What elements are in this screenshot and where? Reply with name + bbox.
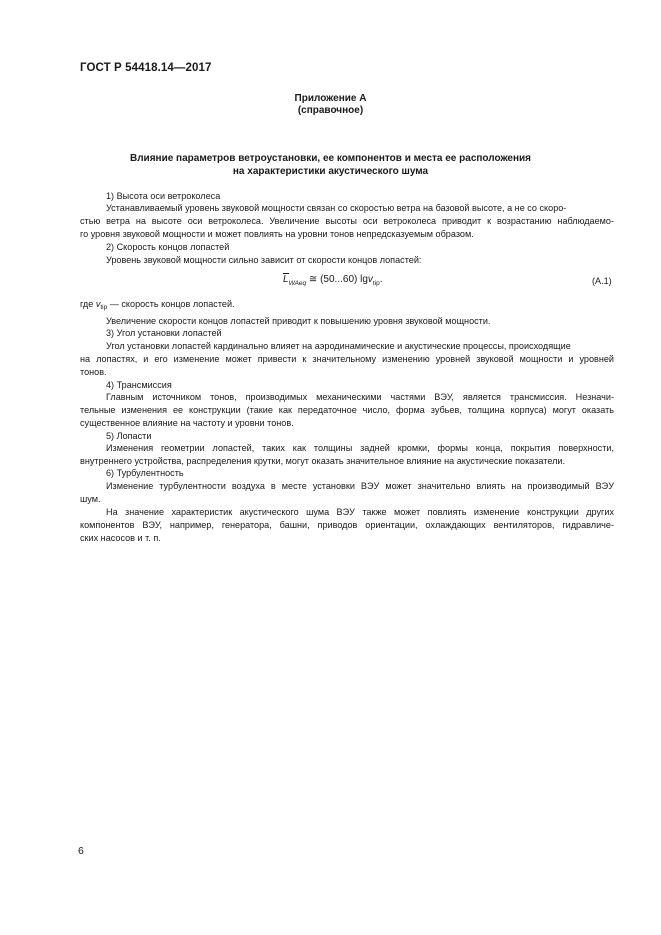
paragraph-line: Главным источником тонов, производимых механическими частями ВЭУ, является трансмиссия. Незначи-: [106, 392, 614, 402]
page-number: 6: [78, 845, 84, 857]
paragraph-line: Изменения геометрии лопастей, таких как толщины задней кромки, формы конца, покрытия поверхности,: [106, 443, 614, 453]
heading-tip-speed: 2) Скорость концов лопастей: [106, 242, 230, 252]
paragraph-line: компонентов ВЭУ, например, генератора, башни, приводов ориентации, охлаждающих вентиляторов, гидравличе-: [80, 520, 614, 530]
heading-transmission: 4) Трансмиссия: [106, 380, 172, 390]
formula-a1: [283, 274, 383, 287]
annex-type: (справочное): [297, 105, 364, 116]
where-var: v: [95, 299, 101, 309]
paragraph-line: на лопастях, и его изменение может привести к значительному изменению уровней звуковой мощности и уровней: [80, 354, 614, 364]
paragraph-line: Увеличение скорости концов лопастей приводит к повышению уровня звуковой мощности.: [106, 316, 491, 326]
section-title-line2: на характеристики акустического шума: [232, 166, 429, 177]
annex-title: Приложение А: [294, 93, 367, 104]
paragraph-line: Устанавливаемый уровень звуковой мощности связан со скоростью ветра на базовой высоте, а не со скоро-: [106, 203, 567, 213]
formula-explanation: [80, 298, 235, 314]
heading-blades: 5) Лопасти: [106, 431, 152, 441]
where-prefix: где: [80, 299, 96, 309]
paragraph-line: ских насосов и т. п.: [80, 533, 161, 543]
paragraph-line: тельные изменения ее конструкции (такие как передаточное число, форма зубьев, толщина корпуса) могут оказать: [80, 405, 614, 415]
heading-turbulence: 6) Турбулентность: [106, 468, 184, 478]
document-header: ГОСТ Р 54418.14—2017: [80, 62, 212, 74]
paragraph-line: существенное влияние на частоту и уровни тонов.: [80, 418, 294, 428]
paragraph-line: го уровня звуковой мощности и может повлиять на уровни тонов непредсказуемым образом.: [80, 229, 474, 239]
section-title-line1: Влияние параметров ветроустановки, ее компонентов и места ее расположения: [129, 153, 532, 164]
heading-pitch-angle: 3) Угол установки лопастей: [106, 328, 222, 338]
section-title: [0, 152, 661, 178]
paragraph-line: внутреннего устройства, распределения крутки, могут оказать значительное влияние на акустические показатели.: [80, 456, 565, 466]
formula-var-subscript: tip: [372, 280, 380, 287]
heading-hub-height: 1) Высота оси ветроколеса: [106, 191, 221, 201]
where-text: — скорость концов лопастей.: [107, 299, 235, 309]
paragraph-line: На значение характеристик акустического шума ВЭУ также может повлиять изменение конструкции других: [106, 507, 614, 517]
formula-var: v: [367, 274, 373, 285]
paragraph-line: стью ветра на высоте оси ветроколеса. Увеличение высоты оси ветроколеса приводит к возрастанию наблюдаемо-: [80, 216, 614, 226]
where-subscript: tip: [100, 304, 108, 311]
paragraph-line: Изменение турбулентности воздуха в месте установки ВЭУ может значительно влиять на производимый ВЭУ: [106, 481, 614, 491]
formula-rhs: ≅ (50...60) lg: [306, 274, 368, 285]
paragraph-line: шум.: [80, 494, 101, 504]
formula-lhs-subscript: WAeq: [288, 280, 307, 287]
paragraph-line: тонов.: [80, 367, 107, 377]
formula-suffix: .: [379, 274, 383, 285]
paragraph-line: Уровень звуковой мощности сильно зависит от скорости концов лопастей:: [106, 255, 422, 265]
formula-number: (А.1): [592, 276, 612, 286]
paragraph-line: Угол установки лопастей кардинально влияет на аэродинамические и акустические процессы, происходящие: [106, 341, 571, 351]
formula-lhs: L: [283, 274, 289, 285]
